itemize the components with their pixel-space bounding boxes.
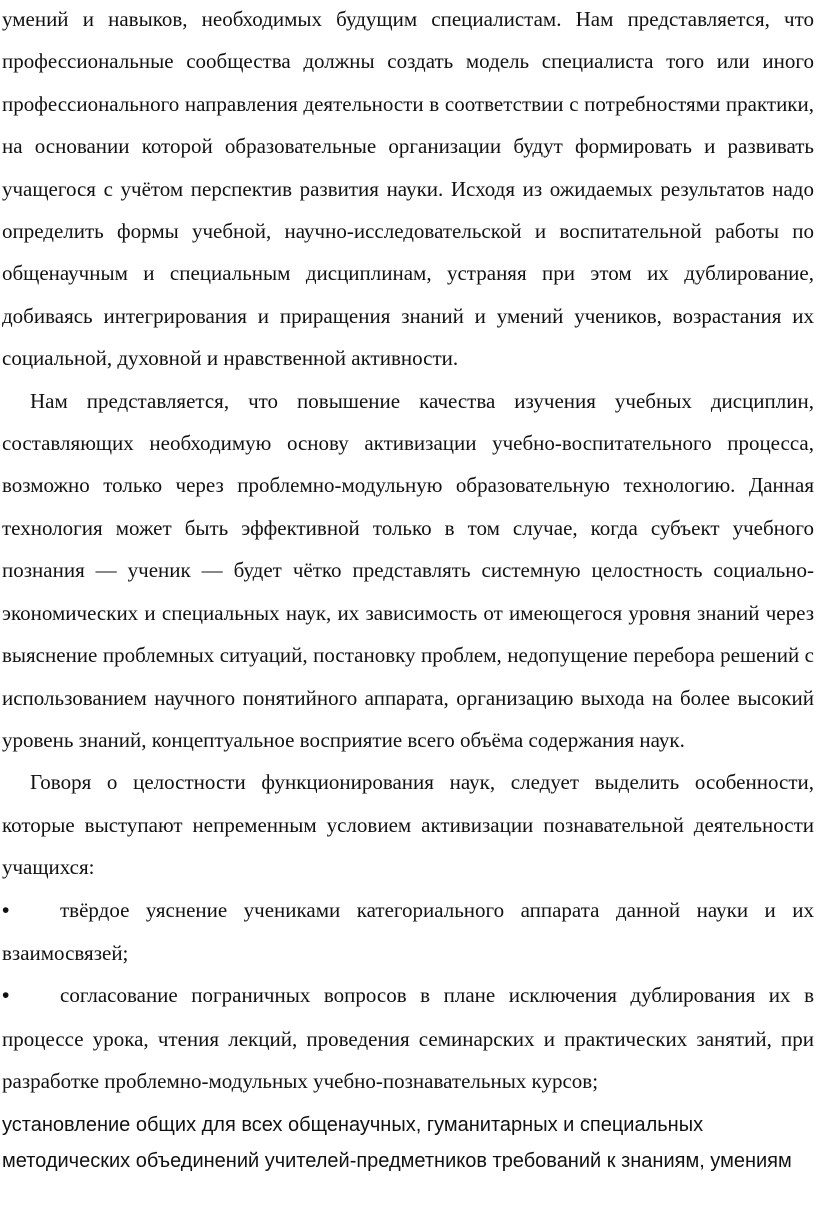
bullet-item-2 — [0, 974, 814, 1102]
bullet-item-text: твёрдое уяснение учениками категориального аппарата данной науки и их взаимосвязей; — [2, 897, 814, 965]
bullet-item-1 — [0, 889, 814, 975]
trailing-line-1: установление общих для всех общенаучных, гуманитарных и специальных — [2, 1113, 704, 1136]
bullet-item-text: согласование пограничных вопросов в плане исключения дублирования их в процессе урока, чтения лекций, проведения семинарских и практических занятий, при разработке проблемно-модульных учебно-познавательных курсов; — [2, 983, 814, 1094]
paragraph-1: умений и навыков, необходимых будущим специалистам. Нам представляется, что профессиональные сообщества должны создать модель специалиста того или иного профессионального направления деятельности в соответствии с потребностями практики, на основании которой образовательные организации будут формировать и развивать учащегося с учётом перспектив развития науки. Исходя из ожидаемых результатов надо определить формы учебной, научно-исследовательской и воспитательной работы по общенаучным и специальным дисциплинам, устраняя при этом их дублирование, добиваясь интегрирования и приращения знаний и умений учеников, возрастания их социальной, духовной и нравственной активности. — [2, 7, 814, 371]
paragraph-3: Говоря о целостности функционирования наук, следует выделить особенности, которые выступают непременным условием активизации познавательной деятельности учащихся: — [2, 770, 814, 880]
bullet-icon: • — [2, 984, 10, 1008]
bullet-icon: • — [2, 898, 10, 922]
paragraph-2: Нам представляется, что повышение качества изучения учебных дисциплин, составляющих необходимую основу активизации учебно-воспитательного процесса, возможно только через проблемно-модульную образовательную технологию. Данная технология может быть эффективной только в том случае, когда субъект учебного познания — ученик — будет чётко представлять системную целостность социально-экономических и специальных наук, их зависимость от имеющегося уровня знаний через выяснение проблемных ситуаций, постановку проблем, недопущение перебора решений с использованием научного понятийного аппарата, организацию выхода на более высокий уровень знаний, концептуальное восприятие всего объёма содержания наук. — [2, 388, 814, 752]
trailing-line-2: методических объединений учителей-предметников требований к знаниям, умениям — [2, 1149, 792, 1172]
